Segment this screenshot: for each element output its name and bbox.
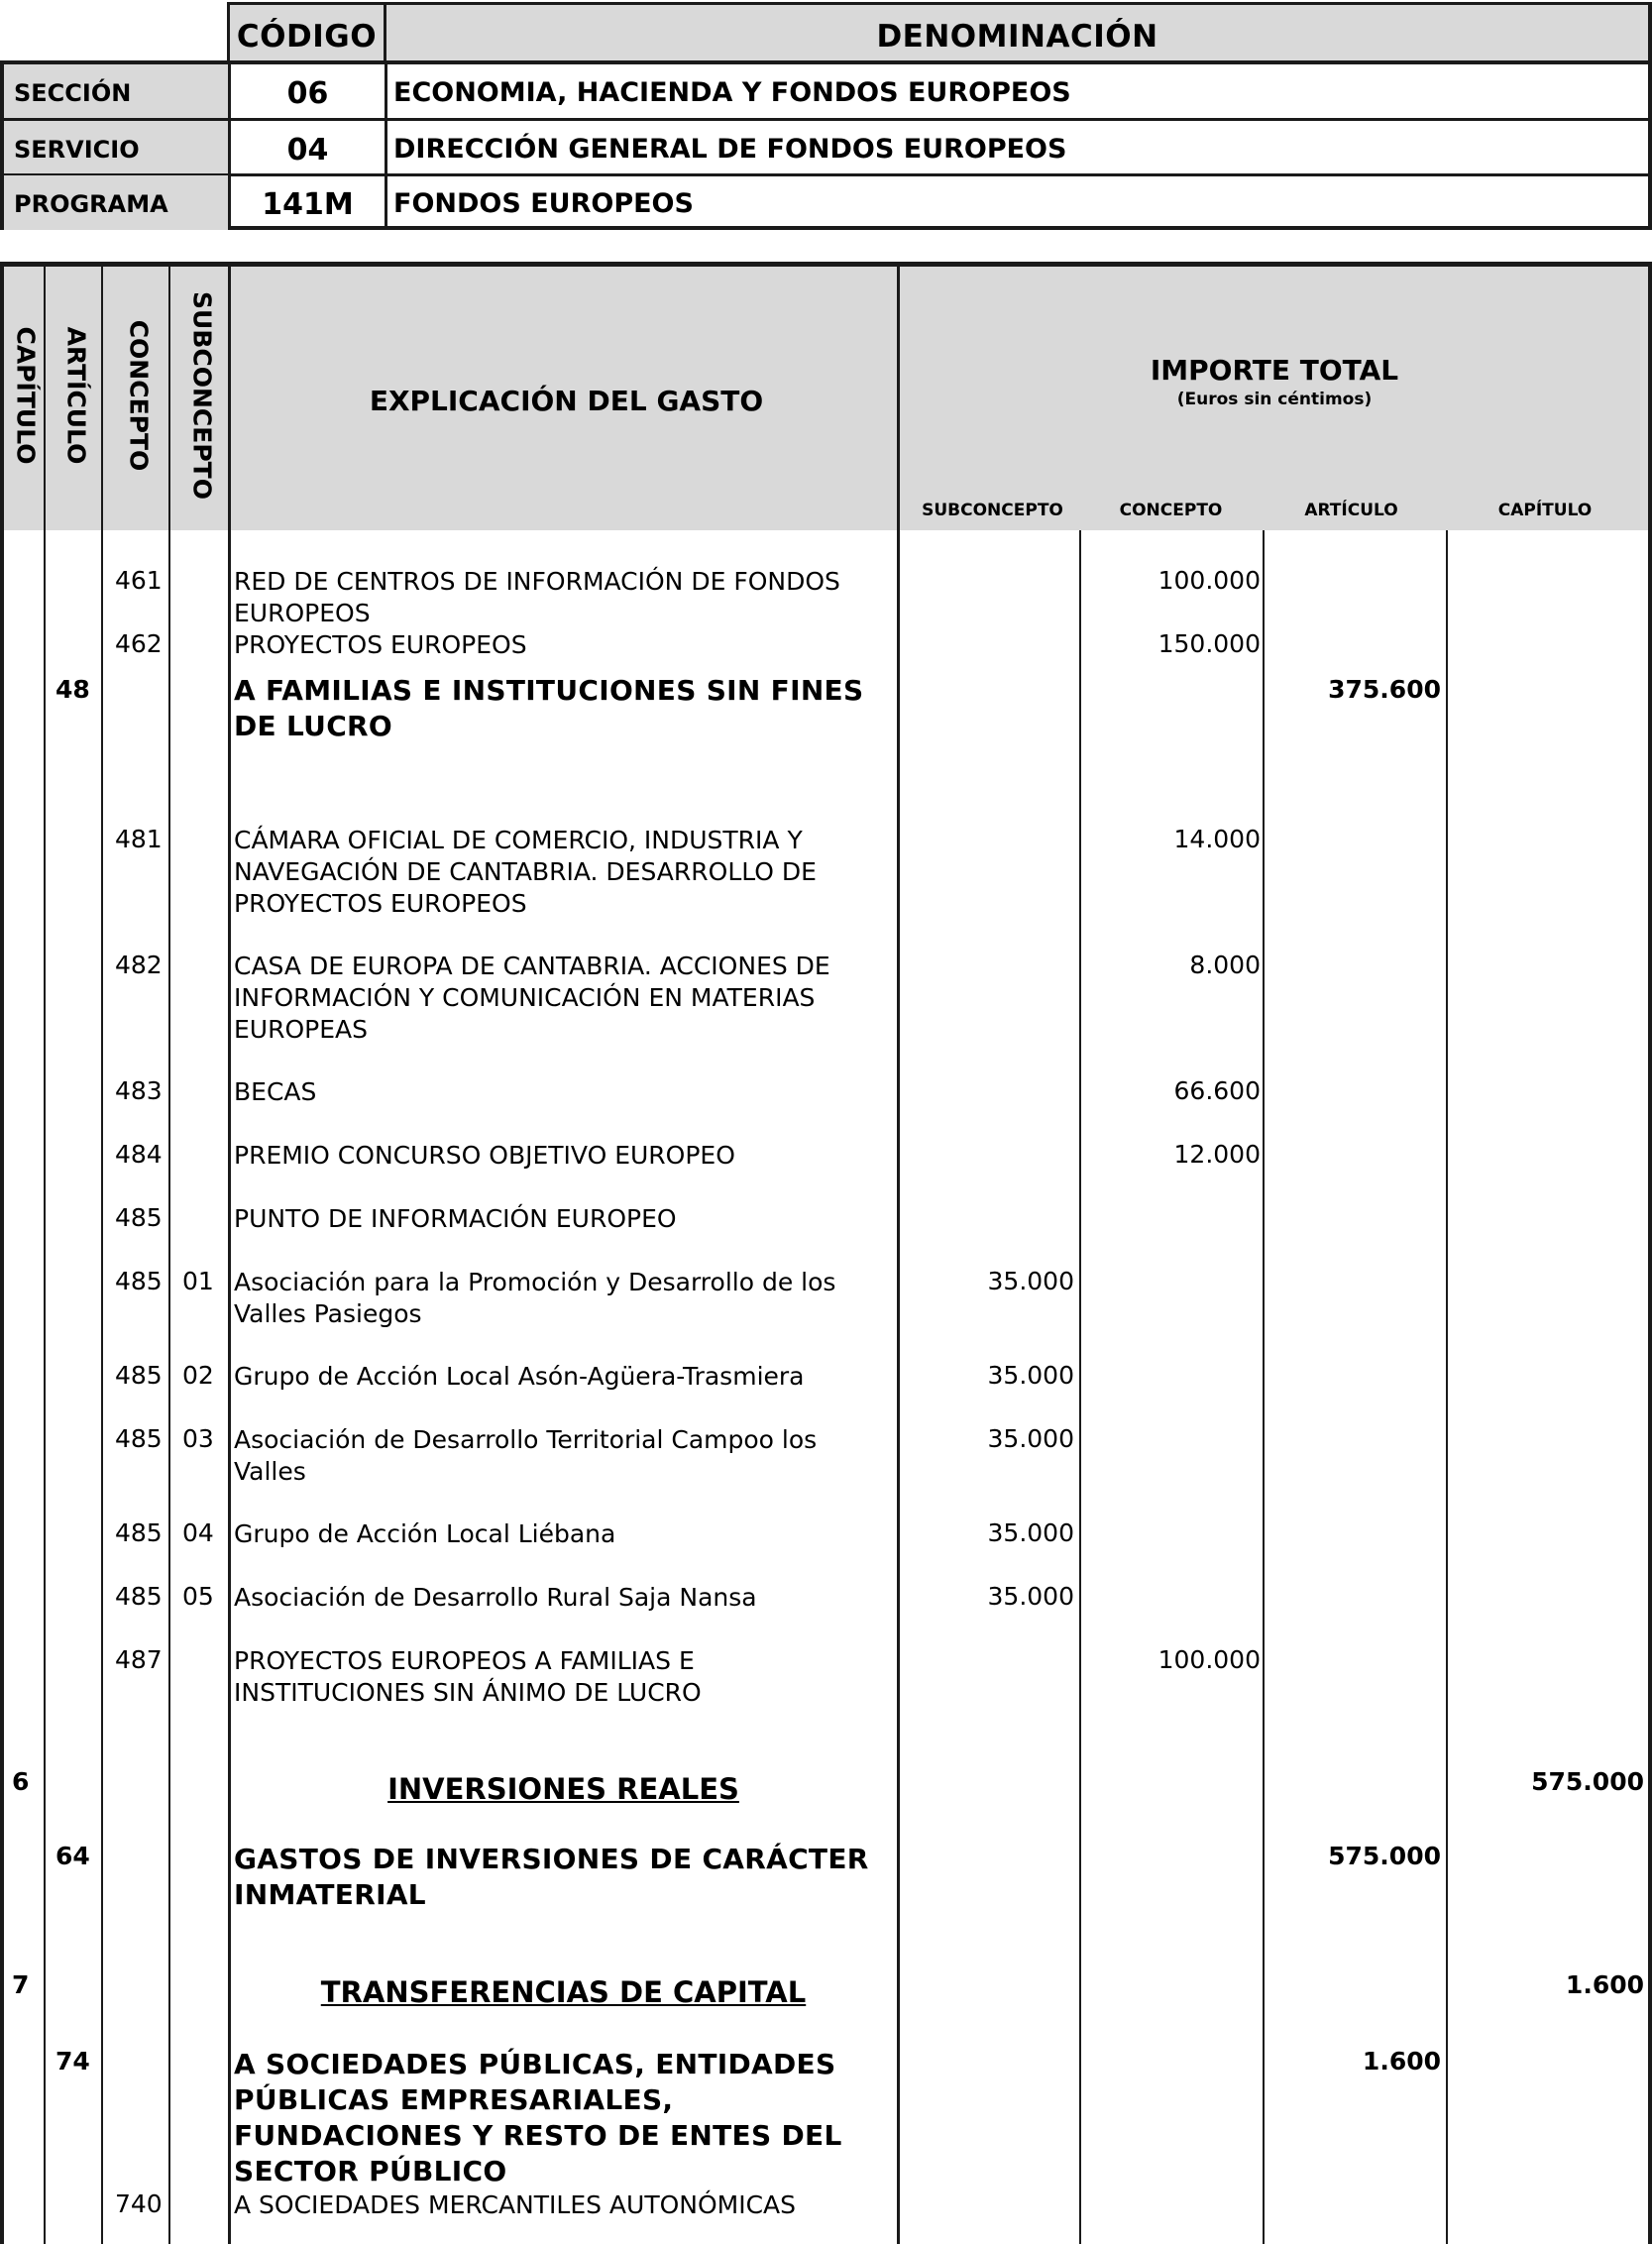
concepto-code: 487 [115, 1645, 163, 1674]
importe-title: IMPORTE TOTAL [1150, 354, 1399, 387]
concepto-code: 461 [115, 566, 163, 595]
row-description: A FAMILIAS E INSTITUCIONES SIN FINES DE LUCRO [234, 674, 864, 742]
codigo-header [227, 2, 386, 63]
programa-label-cell [4, 175, 231, 230]
programa-name-cell [387, 175, 1648, 230]
row-description: BECAS [234, 1077, 317, 1106]
row-description: A SOCIEDADES MERCANTILES AUTONÓMICAS [234, 2190, 797, 2219]
col-divider [897, 267, 900, 2244]
denominacion-label: DENOMINACIÓN [876, 19, 1158, 55]
concepto-amount: 12.000 [1173, 1140, 1261, 1169]
articulo-code: 48 [55, 675, 90, 704]
row-description: INVERSIONES REALES [387, 1772, 739, 1806]
importe-capitulo-label: CAPÍTULO [1497, 501, 1593, 520]
concepto-col-header [105, 267, 172, 530]
concepto-code: 740 [115, 2189, 163, 2218]
concepto-code: 484 [115, 1140, 163, 1169]
subconcepto-col-header [172, 267, 232, 530]
concepto-amount: 66.600 [1173, 1076, 1261, 1105]
row-description: PROYECTOS EUROPEOS [234, 630, 527, 659]
subconcepto-code: 04 [182, 1518, 214, 1547]
subconcepto-code: 03 [182, 1424, 214, 1453]
expense-table [0, 262, 1652, 2244]
concepto-amount: 14.000 [1173, 825, 1261, 853]
concepto-amount: 8.000 [1189, 951, 1261, 979]
row-description: TRANSFERENCIAS DE CAPITAL [320, 1975, 807, 2009]
articulo-code: 74 [55, 2047, 90, 2076]
subconcepto-amount: 35.000 [987, 1424, 1074, 1453]
servicio-name-cell [387, 121, 1648, 175]
concepto-code: 485 [115, 1361, 163, 1390]
articulo-col-header [48, 267, 105, 530]
programa-name: FONDOS EUROPEOS [393, 188, 694, 219]
articulo-code: 64 [55, 1842, 90, 1870]
concepto-code: 485 [115, 1424, 163, 1453]
concepto-code: 483 [115, 1076, 163, 1105]
subconcepto-amount: 35.000 [987, 1582, 1074, 1611]
articulo-amount: 1.600 [1362, 2047, 1441, 2076]
denominacion-header [384, 2, 1652, 63]
table-header [4, 267, 1648, 530]
col-divider [44, 267, 46, 2244]
importe-subtitle: (Euros sin céntimos) [1176, 390, 1373, 409]
articulo-amount: 375.600 [1328, 675, 1441, 704]
articulo-amount: 575.000 [1328, 1842, 1441, 1870]
concepto-amount: 100.000 [1157, 566, 1261, 595]
seccion-name: ECONOMIA, HACIENDA Y FONDOS EUROPEOS [393, 77, 1071, 108]
explicacion-col-label: EXPLICACIÓN DEL GASTO [369, 385, 764, 417]
row-description: Grupo de Acción Local Asón-Agüera-Trasmiera [234, 1362, 805, 1391]
subconcepto-amount: 35.000 [987, 1518, 1074, 1547]
capitulo-col-label: CAPÍTULO [11, 326, 41, 465]
seccion-code-cell [231, 64, 387, 119]
row-description: Asociación para la Promoción y Desarrollo de los Valles Pasiegos [234, 1268, 836, 1328]
servicio-label: SERVICIO [14, 136, 140, 164]
subconcepto-amount: 35.000 [987, 1267, 1074, 1295]
programa-label: PROGRAMA [14, 190, 168, 218]
codes-grid [0, 60, 1652, 230]
subconcepto-col-label: SUBCONCEPTO [187, 291, 217, 500]
subconcepto-code: 02 [182, 1361, 214, 1390]
concepto-amount: 150.000 [1157, 629, 1261, 658]
seccion-name-cell [387, 64, 1648, 119]
codigo-label: CÓDIGO [236, 19, 378, 55]
concepto-code: 482 [115, 951, 163, 979]
servicio-code-cell [231, 121, 387, 175]
capitulo-amount: 1.600 [1565, 1970, 1644, 1999]
subconcepto-code: 01 [182, 1267, 214, 1295]
concepto-code: 462 [115, 629, 163, 658]
capitulo-code: 7 [12, 1970, 30, 1999]
seccion-code: 06 [286, 76, 329, 111]
programa-code: 141M [262, 187, 354, 222]
row-description: PREMIO CONCURSO OBJETIVO EUROPEO [234, 1141, 735, 1170]
col-divider [228, 267, 231, 2244]
concepto-code: 485 [115, 1582, 163, 1611]
col-divider [1263, 530, 1265, 2244]
row-description: CÁMARA OFICIAL DE COMERCIO, INDUSTRIA Y NAVEGACIÓN DE CANTABRIA. DESARROLLO DE PROYECTOS EUROPEOS [234, 826, 817, 918]
seccion-label: SECCIÓN [14, 79, 132, 107]
col-divider [168, 267, 170, 2244]
servicio-label-cell [4, 121, 231, 175]
seccion-label-cell [4, 64, 231, 119]
capitulo-col-header [4, 267, 48, 530]
programa-code-cell [231, 175, 387, 230]
row-description: Grupo de Acción Local Liébana [234, 1519, 616, 1548]
servicio-name: DIRECCIÓN GENERAL DE FONDOS EUROPEOS [393, 134, 1067, 165]
row-description: A SOCIEDADES PÚBLICAS, ENTIDADES PÚBLICAS EMPRESARIALES, FUNDACIONES Y RESTO DE ENTES DEL SECTOR PÚBLICO [234, 2048, 842, 2188]
importe-articulo-label: ARTÍCULO [1304, 501, 1398, 520]
row-description: RED DE CENTROS DE INFORMACIÓN DE FONDOS EUROPEOS [234, 567, 840, 627]
concepto-amount: 100.000 [1157, 1645, 1261, 1674]
importe-subconcepto-label: SUBCONCEPTO [922, 501, 1063, 520]
row-description: PUNTO DE INFORMACIÓN EUROPEO [234, 1204, 677, 1233]
concepto-code: 485 [115, 1267, 163, 1295]
servicio-code: 04 [286, 133, 329, 168]
header-codes-table [0, 0, 1652, 233]
concepto-col-label: CONCEPTO [124, 319, 154, 472]
row-description: Asociación de Desarrollo Territorial Campoo los Valles [234, 1425, 818, 1486]
row-description: PROYECTOS EUROPEOS A FAMILIAS E INSTITUCIONES SIN ÁNIMO DE LUCRO [234, 1646, 702, 1707]
articulo-col-label: ARTÍCULO [61, 326, 91, 465]
row-description: GASTOS DE INVERSIONES DE CARÁCTER INMATERIAL [234, 1843, 869, 1911]
subconcepto-amount: 35.000 [987, 1361, 1074, 1390]
row-description: CASA DE EUROPA DE CANTABRIA. ACCIONES DE INFORMACIÓN Y COMUNICACIÓN EN MATERIAS EUROPEAS [234, 952, 830, 1044]
concepto-code: 481 [115, 825, 163, 853]
explicacion-col-header [232, 267, 901, 530]
capitulo-amount: 575.000 [1531, 1767, 1644, 1796]
capitulo-code: 6 [12, 1767, 30, 1796]
col-divider [101, 267, 103, 2244]
importe-concepto-label: CONCEPTO [1119, 501, 1223, 520]
row-description: Asociación de Desarrollo Rural Saja Nansa [234, 1583, 757, 1612]
col-divider [1446, 530, 1448, 2244]
col-divider [1079, 530, 1081, 2244]
importe-header [901, 267, 1648, 530]
concepto-code: 485 [115, 1203, 163, 1232]
concepto-code: 485 [115, 1518, 163, 1547]
subconcepto-code: 05 [182, 1582, 214, 1611]
